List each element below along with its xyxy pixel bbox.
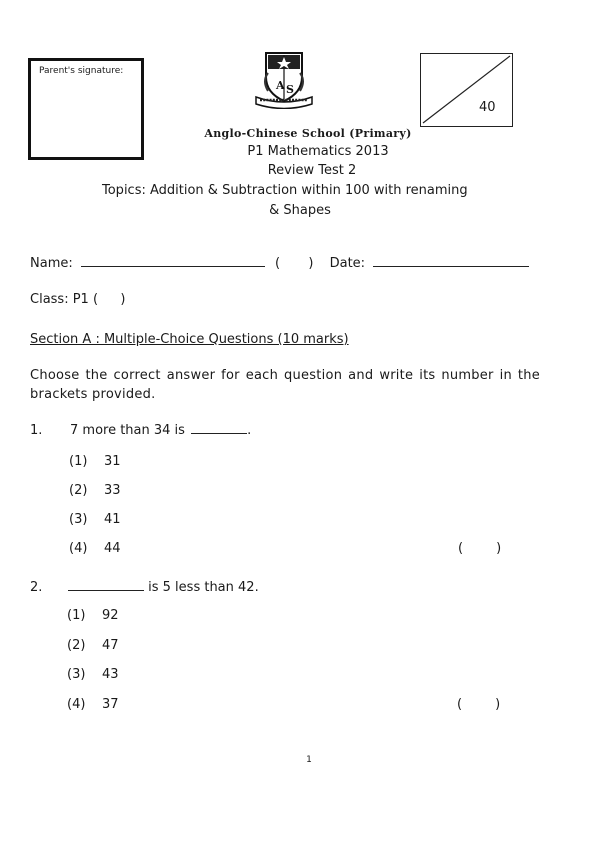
score-box — [420, 53, 513, 127]
crest-icon — [254, 47, 314, 109]
test-name: Review Test 2 — [267, 163, 357, 178]
q1-option-4-label: (4) — [69, 541, 88, 556]
class-row — [30, 292, 125, 307]
name-date-row — [30, 256, 529, 271]
name-blank[interactable] — [81, 256, 265, 267]
page-number: 1 — [306, 755, 312, 765]
q2-option-4-value: 37 — [102, 697, 119, 712]
question-1-text — [70, 423, 251, 438]
q2-option-1-value: 92 — [102, 608, 119, 623]
question-2-blank — [68, 580, 144, 591]
name-label: Name: — [30, 256, 73, 271]
q2-option-1-label: (1) — [67, 608, 86, 623]
date-blank[interactable] — [373, 256, 529, 267]
school-crest-logo — [254, 47, 314, 113]
q1-option-3-label: (3) — [69, 512, 88, 527]
q2-option-2-value: 47 — [102, 638, 119, 653]
svg-text:S: S — [286, 83, 294, 96]
q1-option-3-value: 41 — [104, 512, 121, 527]
index-close: ) — [308, 256, 314, 271]
svg-text:A: A — [276, 79, 285, 92]
subject-title: P1 Mathematics 2013 — [247, 144, 389, 159]
question-1-stem-end: . — [247, 423, 252, 438]
q1-option-1-value: 31 — [104, 454, 121, 469]
class-label: Class: P1 ( — [30, 292, 99, 307]
parent-signature-label: Parent's signature: — [39, 66, 124, 76]
question-1-stem: 7 more than 34 is — [70, 423, 185, 438]
question-1-blank — [191, 423, 247, 434]
q1-option-1-label: (1) — [69, 454, 88, 469]
question-2-number: 2. — [30, 580, 43, 595]
q2-option-4-label: (4) — [67, 697, 86, 712]
question-2-text — [68, 580, 259, 595]
date-label: Date: — [329, 256, 366, 271]
question-1-number: 1. — [30, 423, 43, 438]
q1-option-2-label: (2) — [69, 483, 88, 498]
index-open: ( — [275, 256, 281, 271]
q2-option-3-value: 43 — [102, 667, 119, 682]
q1-option-4-value: 44 — [104, 541, 121, 556]
q2-option-3-label: (3) — [67, 667, 86, 682]
q1-answer-bracket[interactable]: ( ) — [458, 541, 502, 556]
section-a-instructions: Choose the correct answer for each question and write its number in the brackets provided. — [30, 368, 540, 402]
total-score: 40 — [479, 100, 496, 115]
topics-line-2: & Shapes — [269, 203, 331, 218]
class-close: ) — [120, 292, 126, 307]
question-2-stem-end: is 5 less than 42. — [148, 580, 259, 595]
q2-answer-bracket[interactable]: ( ) — [457, 697, 501, 712]
topics-line-1: Topics: Addition & Subtraction within 100 with renaming — [102, 183, 468, 198]
section-a-title: Section A : Multiple-Choice Questions (10 marks) — [30, 332, 349, 347]
score-divider-line — [421, 54, 511, 125]
q2-option-2-label: (2) — [67, 638, 86, 653]
school-name: Anglo-Chinese School (Primary) — [204, 127, 412, 140]
q1-option-2-value: 33 — [104, 483, 121, 498]
